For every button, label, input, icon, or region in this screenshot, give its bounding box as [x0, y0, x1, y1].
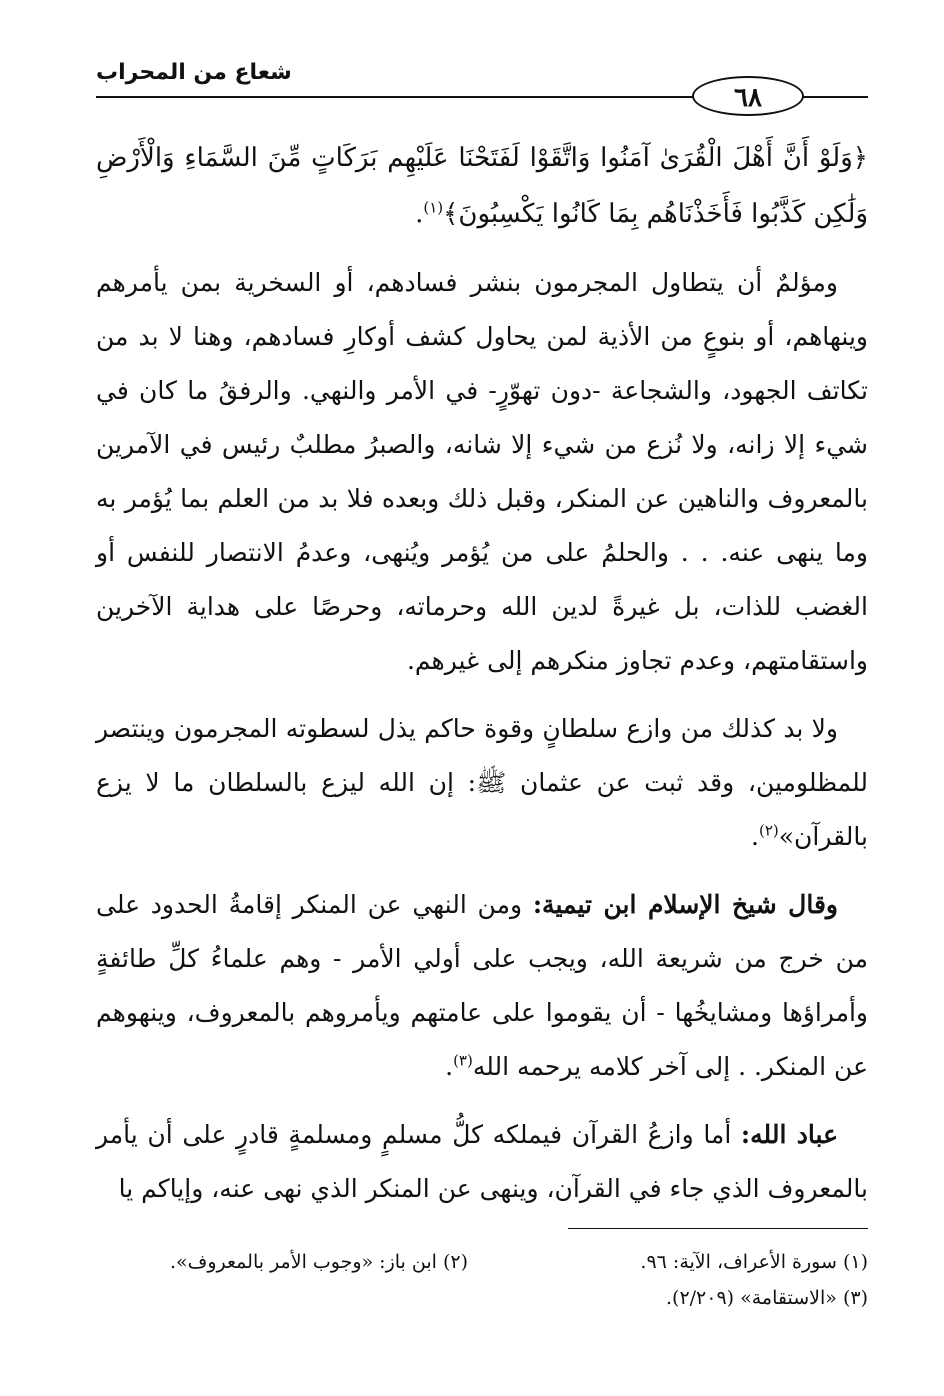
footnote-3: (٣) «الاستقامة» (٢/٢٠٩). [665, 1287, 868, 1309]
footnote-row [96, 1280, 868, 1316]
quran-verse: ﴿وَلَوْ أَنَّ أَهْلَ الْقُرَىٰ آمَنُوا وَاتَّقَوْا لَفَتَحْنَا عَلَيْهِم بَرَكَاتٍ مِّنَ السَّمَاءِ وَالْأَرْضِ وَلَٰكِن كَذَّبُوا فَأَخَذْنَاهُم بِمَا كَانُوا يَكْسِبُونَ﴾$^{(١)}$. [96, 143, 868, 229]
paragraph [96, 1108, 868, 1216]
page-body [96, 130, 868, 1230]
header-rule-right [800, 96, 868, 98]
footnotes [96, 1244, 868, 1316]
footnote-1: (١) سورة الأعراف، الآية: ٩٦. [640, 1251, 868, 1273]
paragraph: وقال شيخ الإسلام ابن تيمية: ومن النهي عن المنكر إقامةُ الحدود على من خرج من شريعة الله، ويجب على أولي الأمر - وهم علماءُ كلِّ طائفةٍ وأمراؤها ومشايخُها - أن يقوموا على عامتهم ويأمروهم بالمعروف، وينهوهم عن المنكر. . إلى آخر كلامه يرحمه الله$^{(٣)}$. [96, 890, 868, 1081]
running-header-title: شعاع من المحراب [96, 60, 292, 85]
paragraph: ومؤلمٌ أن يتطاول المجرمون بنشر فسادهم، أو السخرية بمن يأمرهم وينهاهم، أو بنوعٍ من الأذية لمن يحاول كشف أوكارِ فسادهم، وهنا لا بد من تكاتف الجهود، والشجاعة -دون تهوّرٍ- في الأمر والنهي. والرفقُ ما كان في شيء إلا زانه، ولا نُزع من شيء إلا شانه، والصبرُ مطلبٌ رئيس في الآمرين بالمعروف والناهين عن المنكر، وقبل ذلك وبعده فلا بد من العلم بما يُؤمر به وما ينهى عنه. . . والحلمُ على من يُؤمر ويُنهى، وعدمُ الانتصار للنفس أو الغضب للذات، بل غيرةً لدين الله وحرماته، وحرصًا على هداية الآخرين واستقامتهم، وعدم تجاوز منكرهم إلى غيرهم. [96, 268, 868, 675]
header-rule [96, 96, 696, 98]
verse-footnote-ref: (١) [423, 198, 444, 217]
footnote-ref: (٢) [758, 821, 779, 840]
footnote-row [96, 1244, 868, 1280]
footnote-ref: (٣) [453, 1051, 473, 1070]
footnote-rule [568, 1228, 868, 1229]
footnote-2: (٢) ابن باز: «وجوب الأمر بالمعروف». [170, 1251, 468, 1273]
verse-text: ﴿وَلَوْ أَنَّ أَهْلَ الْقُرَىٰ آمَنُوا وَاتَّقَوْا لَفَتَحْنَا عَلَيْهِم بَرَكَاتٍ مِّنَ السَّمَاءِ وَالْأَرْضِ وَلَٰكِن كَذَّبُوا فَأَخَذْنَاهُم بِمَا كَانُوا يَكْسِبُونَ﴾ [96, 143, 868, 229]
paragraph-text: أما وازعُ القرآن فيملكه كلُّ مسلمٍ ومسلمةٍ قادرٍ على أن يأمر بالمعروف الذي جاء في القرآن، وينهى عن المنكر الذي نهى عنه، وإياكم يا [96, 1120, 868, 1203]
paragraph-lead: وقال شيخ الإسلام ابن تيمية: [532, 890, 838, 919]
paragraph-lead: عباد الله: [740, 1120, 838, 1149]
paragraph-text: ومن النهي عن المنكر إقامةُ الحدود على من خرج من شريعة الله، ويجب على أولي الأمر - وهم علماءُ كلِّ طائفةٍ وأمراؤها ومشايخُها - أن يقوموا على عامتهم ويأمروهم بالمعروف، وينهوهم عن المنكر. . إلى آخر كلامه يرحمه الله [96, 890, 868, 1081]
paragraph: ولا بد كذلك من وازع سلطانٍ وقوة حاكم يذل لسطوته المجرمون وينتصر للمظلومين، وقد ثبت عن عثمان ﷺ: إن الله ليزع بالسلطان ما لا يزع بالقرآن»$^{(٢)}$. [96, 714, 868, 851]
paragraph-text: ولا بد كذلك من وازع سلطانٍ وقوة حاكم يذل لسطوته المجرمون وينتصر للمظلومين، وقد ثبت عن عثمان ﷺ: إن الله ليزع بالسلطان ما لا يزع بالقرآن» [96, 714, 868, 851]
page-number: ٦٨ [692, 76, 804, 116]
